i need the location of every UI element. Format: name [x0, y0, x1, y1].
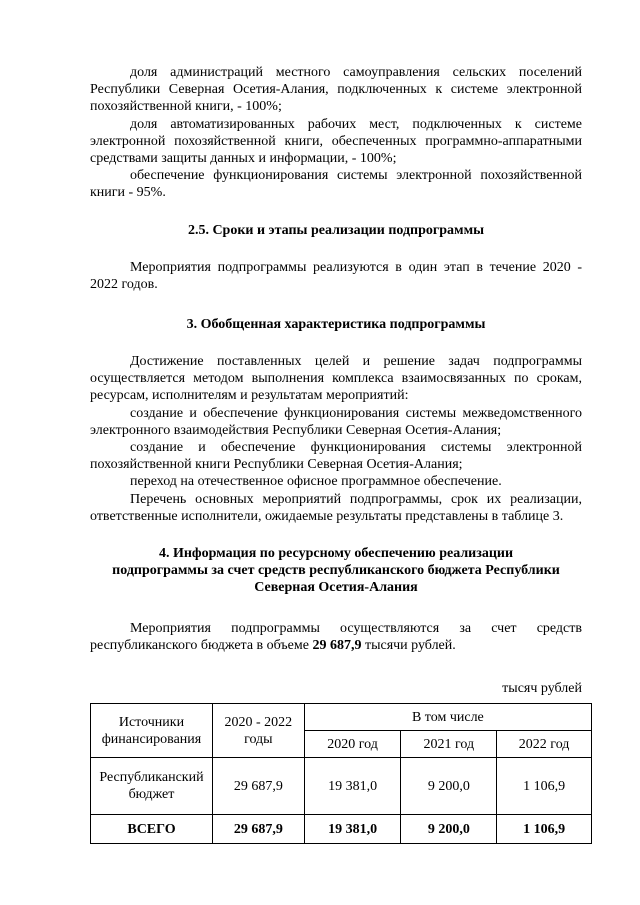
header-year: 2021 год — [401, 731, 497, 758]
section-2-5-title: 2.5. Сроки и этапы реализации подпрограммы — [187, 222, 485, 238]
section-3-title: 3. Обобщенная характеристика подпрограммы — [186, 317, 486, 333]
table-unit-label: тысяч рублей — [502, 681, 582, 697]
table-cell: 1 106,9 — [497, 758, 592, 815]
section-4-title-line: 4. Информация по ресурсному обеспечению реализации — [158, 546, 514, 562]
section-3-paragraph: переход на отечественное офисное программное обеспечение. — [130, 474, 502, 490]
paragraph-workplaces-share: доля автоматизированных рабочих мест, подключенных к системе электронной похозяйственной книги, обеспеченных программно-аппаратными средствами защиты данных и информации, - 100%; — [90, 116, 582, 167]
section-2-5-text: Мероприятия подпрограммы реализуются в один этап в течение 2020 - 2022 годов. — [90, 259, 582, 292]
table-cell: 9 200,0 — [401, 815, 497, 844]
header-year: 2020 год — [304, 731, 401, 758]
table-header-row — [91, 704, 592, 731]
section-3-paragraph: создание и обеспечение функционирования системы электронной похозяйственной книги Республики Северная Осетия-Алания; — [90, 440, 582, 473]
table-cell: 29 687,9 — [212, 758, 304, 815]
paragraph-admin-share: доля администраций местного самоуправления сельских поселений Республики Северная Осетия-Алания, подключенных к системе электронной похозяйственной книги, - 100%; — [90, 65, 582, 115]
paragraph-functioning-share: обеспечение функционирования системы электронной похозяйственной книги - 95%. — [90, 168, 582, 201]
header-source: Источники финансирования — [91, 704, 213, 758]
funding-table — [90, 703, 592, 844]
section-4-title-line: Северная Осетия-Алания — [254, 580, 418, 596]
table-cell: 29 687,9 — [212, 815, 304, 844]
section-4-text — [90, 620, 582, 654]
table-row-budget — [91, 758, 592, 815]
row-label: ВСЕГО — [91, 815, 213, 844]
header-year: 2022 год — [497, 731, 592, 758]
section-4-title — [90, 545, 582, 596]
budget-amount: 29 687,9 — [312, 638, 362, 654]
header-including: В том числе — [304, 704, 591, 731]
table-row-total — [91, 815, 592, 844]
table-cell: 19 381,0 — [304, 815, 401, 844]
table-cell: 19 381,0 — [304, 758, 401, 815]
section-3-paragraph: создание и обеспечение функционирования системы межведомственного электронного взаимодействия Республики Северная Осетия-Алания; — [90, 405, 582, 438]
table-cell: 1 106,9 — [497, 815, 592, 844]
header-period: 2020 - 2022 годы — [212, 704, 304, 758]
row-label: Республиканский бюджет — [91, 758, 213, 815]
section-4-text-before: Мероприятия подпрограммы осуществляются за счет средств республиканского бюджета в объеме — [90, 621, 582, 654]
section-4-title-line: подпрограммы за счет средств республиканского бюджета Республики — [112, 563, 560, 579]
section-3-paragraph: Перечень основных мероприятий подпрограммы, срок их реализации, ответственные исполнители, ожидаемые результаты представлены в таблице 3. — [90, 491, 582, 524]
section-4-text-after: тысячи рублей. — [361, 638, 456, 654]
section-3-paragraph: Достижение поставленных целей и решение задач подпрограммы осуществляется методом выполнения комплекса взаимосвязанных по срокам, ресурсам, исполнителям и результатам мероприятий: — [90, 354, 582, 404]
table-cell: 9 200,0 — [401, 758, 497, 815]
